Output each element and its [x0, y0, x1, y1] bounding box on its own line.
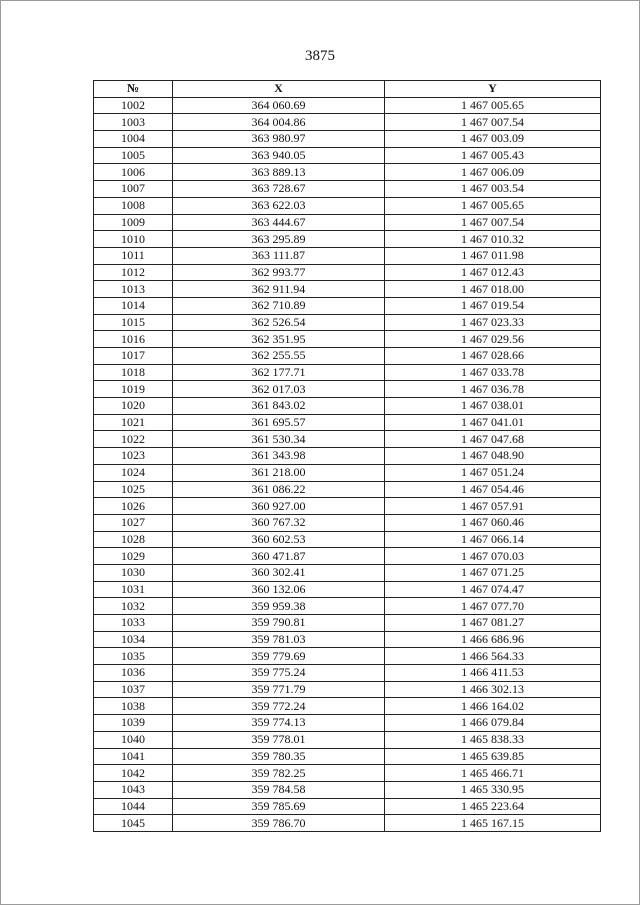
- table-header-row: [94, 81, 601, 98]
- y-coordinate-cell: 1 467 010.32: [385, 231, 601, 248]
- y-coordinate-cell: 1 467 047.68: [385, 431, 601, 448]
- x-coordinate-cell: 361 343.98: [173, 448, 385, 465]
- x-coordinate-cell: 359 774.13: [173, 715, 385, 732]
- table-row: [94, 581, 601, 598]
- point-number-cell: 1004: [94, 131, 173, 148]
- point-number-cell: 1043: [94, 781, 173, 798]
- y-coordinate-cell: 1 467 033.78: [385, 364, 601, 381]
- y-coordinate-cell: 1 466 302.13: [385, 681, 601, 698]
- table-row: [94, 715, 601, 732]
- point-number-cell: 1030: [94, 564, 173, 581]
- point-number-cell: 1037: [94, 681, 173, 698]
- x-coordinate-cell: 361 843.02: [173, 398, 385, 415]
- y-coordinate-cell: 1 466 564.33: [385, 648, 601, 665]
- y-coordinate-cell: 1 467 060.46: [385, 514, 601, 531]
- point-number-cell: 1013: [94, 281, 173, 298]
- point-number-cell: 1014: [94, 297, 173, 314]
- table-row: [94, 564, 601, 581]
- point-number-cell: 1010: [94, 231, 173, 248]
- point-number-cell: 1031: [94, 581, 173, 598]
- x-coordinate-cell: 363 444.67: [173, 214, 385, 231]
- table-row: [94, 131, 601, 148]
- x-coordinate-cell: 362 177.71: [173, 364, 385, 381]
- table-row: [94, 381, 601, 398]
- y-coordinate-cell: 1 467 005.43: [385, 147, 601, 164]
- y-coordinate-cell: 1 467 071.25: [385, 564, 601, 581]
- table-row: [94, 531, 601, 548]
- point-number-cell: 1035: [94, 648, 173, 665]
- table-row: [94, 398, 601, 415]
- y-coordinate-cell: 1 465 466.71: [385, 765, 601, 782]
- y-coordinate-cell: 1 467 023.33: [385, 314, 601, 331]
- point-number-cell: 1019: [94, 381, 173, 398]
- table-row: [94, 514, 601, 531]
- y-coordinate-cell: 1 465 639.85: [385, 748, 601, 765]
- table-row: [94, 464, 601, 481]
- x-coordinate-cell: 363 622.03: [173, 197, 385, 214]
- y-coordinate-cell: 1 467 048.90: [385, 448, 601, 465]
- y-coordinate-cell: 1 467 019.54: [385, 297, 601, 314]
- y-coordinate-cell: 1 467 077.70: [385, 598, 601, 615]
- y-coordinate-cell: 1 467 051.24: [385, 464, 601, 481]
- y-coordinate-cell: 1 466 686.96: [385, 631, 601, 648]
- x-coordinate-cell: 362 255.55: [173, 348, 385, 365]
- point-number-cell: 1012: [94, 264, 173, 281]
- page-number: 3875: [305, 48, 335, 64]
- x-coordinate-cell: 359 780.35: [173, 748, 385, 765]
- point-number-cell: 1006: [94, 164, 173, 181]
- x-coordinate-cell: 363 111.87: [173, 247, 385, 264]
- y-coordinate-cell: 1 467 066.14: [385, 531, 601, 548]
- y-coordinate-cell: 1 467 018.00: [385, 281, 601, 298]
- x-coordinate-cell: 362 351.95: [173, 331, 385, 348]
- y-coordinate-cell: 1 467 011.98: [385, 247, 601, 264]
- y-coordinate-cell: 1 467 074.47: [385, 581, 601, 598]
- y-coordinate-cell: 1 467 041.01: [385, 414, 601, 431]
- x-coordinate-cell: 359 778.01: [173, 731, 385, 748]
- table-row: [94, 815, 601, 832]
- y-coordinate-cell: 1 466 411.53: [385, 665, 601, 682]
- x-coordinate-cell: 359 779.69: [173, 648, 385, 665]
- x-coordinate-cell: 360 602.53: [173, 531, 385, 548]
- y-coordinate-cell: 1 467 038.01: [385, 398, 601, 415]
- y-coordinate-cell: 1 467 012.43: [385, 264, 601, 281]
- x-coordinate-cell: 359 785.69: [173, 798, 385, 815]
- table-row: [94, 147, 601, 164]
- table-row: [94, 765, 601, 782]
- point-number-cell: 1039: [94, 715, 173, 732]
- y-coordinate-cell: 1 467 003.09: [385, 131, 601, 148]
- point-number-cell: 1015: [94, 314, 173, 331]
- point-number-cell: 1034: [94, 631, 173, 648]
- table-row: [94, 331, 601, 348]
- coordinates-table: [93, 80, 601, 832]
- point-number-cell: 1042: [94, 765, 173, 782]
- y-coordinate-cell: 1 467 057.91: [385, 498, 601, 515]
- header-number: №: [94, 81, 173, 98]
- y-coordinate-cell: 1 466 164.02: [385, 698, 601, 715]
- table-row: [94, 781, 601, 798]
- table-row: [94, 448, 601, 465]
- point-number-cell: 1036: [94, 665, 173, 682]
- table-row: [94, 247, 601, 264]
- x-coordinate-cell: 364 004.86: [173, 114, 385, 131]
- x-coordinate-cell: 363 295.89: [173, 231, 385, 248]
- point-number-cell: 1045: [94, 815, 173, 832]
- x-coordinate-cell: 359 781.03: [173, 631, 385, 648]
- x-coordinate-cell: 360 302.41: [173, 564, 385, 581]
- point-number-cell: 1033: [94, 615, 173, 632]
- table-row: [94, 414, 601, 431]
- table-row: [94, 548, 601, 565]
- x-coordinate-cell: 359 959.38: [173, 598, 385, 615]
- y-coordinate-cell: 1 467 028.66: [385, 348, 601, 365]
- x-coordinate-cell: 363 940.05: [173, 147, 385, 164]
- x-coordinate-cell: 359 772.24: [173, 698, 385, 715]
- table-row: [94, 481, 601, 498]
- table-row: [94, 615, 601, 632]
- point-number-cell: 1020: [94, 398, 173, 415]
- table-row: [94, 97, 601, 114]
- point-number-cell: 1022: [94, 431, 173, 448]
- y-coordinate-cell: 1 467 029.56: [385, 331, 601, 348]
- x-coordinate-cell: 362 993.77: [173, 264, 385, 281]
- table-row: [94, 631, 601, 648]
- table-row: [94, 197, 601, 214]
- point-number-cell: 1026: [94, 498, 173, 515]
- point-number-cell: 1016: [94, 331, 173, 348]
- x-coordinate-cell: 359 782.25: [173, 765, 385, 782]
- table-body: [94, 97, 601, 831]
- y-coordinate-cell: 1 467 005.65: [385, 197, 601, 214]
- point-number-cell: 1038: [94, 698, 173, 715]
- table-row: [94, 798, 601, 815]
- table-row: [94, 431, 601, 448]
- x-coordinate-cell: 359 771.79: [173, 681, 385, 698]
- y-coordinate-cell: 1 467 081.27: [385, 615, 601, 632]
- y-coordinate-cell: 1 465 167.15: [385, 815, 601, 832]
- point-number-cell: 1007: [94, 181, 173, 198]
- x-coordinate-cell: 361 695.57: [173, 414, 385, 431]
- table-row: [94, 214, 601, 231]
- table-row: [94, 297, 601, 314]
- table-row: [94, 114, 601, 131]
- point-number-cell: 1011: [94, 247, 173, 264]
- y-coordinate-cell: 1 465 330.95: [385, 781, 601, 798]
- y-coordinate-cell: 1 467 005.65: [385, 97, 601, 114]
- y-coordinate-cell: 1 467 007.54: [385, 214, 601, 231]
- point-number-cell: 1041: [94, 748, 173, 765]
- x-coordinate-cell: 359 786.70: [173, 815, 385, 832]
- header-y: Y: [385, 81, 601, 98]
- x-coordinate-cell: 359 775.24: [173, 665, 385, 682]
- table-row: [94, 231, 601, 248]
- x-coordinate-cell: 363 980.97: [173, 131, 385, 148]
- table-row: [94, 364, 601, 381]
- table-row: [94, 665, 601, 682]
- y-coordinate-cell: 1 467 007.54: [385, 114, 601, 131]
- table-row: [94, 264, 601, 281]
- table-row: [94, 698, 601, 715]
- y-coordinate-cell: 1 467 036.78: [385, 381, 601, 398]
- table-row: [94, 498, 601, 515]
- x-coordinate-cell: 362 526.54: [173, 314, 385, 331]
- point-number-cell: 1040: [94, 731, 173, 748]
- y-coordinate-cell: 1 467 070.03: [385, 548, 601, 565]
- x-coordinate-cell: 361 218.00: [173, 464, 385, 481]
- x-coordinate-cell: 363 889.13: [173, 164, 385, 181]
- table-row: [94, 598, 601, 615]
- y-coordinate-cell: 1 467 006.09: [385, 164, 601, 181]
- point-number-cell: 1029: [94, 548, 173, 565]
- x-coordinate-cell: 362 911.94: [173, 281, 385, 298]
- x-coordinate-cell: 359 790.81: [173, 615, 385, 632]
- table-row: [94, 681, 601, 698]
- x-coordinate-cell: 360 132.06: [173, 581, 385, 598]
- point-number-cell: 1032: [94, 598, 173, 615]
- point-number-cell: 1021: [94, 414, 173, 431]
- y-coordinate-cell: 1 465 838.33: [385, 731, 601, 748]
- table-row: [94, 648, 601, 665]
- point-number-cell: 1028: [94, 531, 173, 548]
- x-coordinate-cell: 361 530.34: [173, 431, 385, 448]
- y-coordinate-cell: 1 465 223.64: [385, 798, 601, 815]
- point-number-cell: 1017: [94, 348, 173, 365]
- x-coordinate-cell: 364 060.69: [173, 97, 385, 114]
- x-coordinate-cell: 362 710.89: [173, 297, 385, 314]
- x-coordinate-cell: 361 086.22: [173, 481, 385, 498]
- table-row: [94, 314, 601, 331]
- point-number-cell: 1023: [94, 448, 173, 465]
- point-number-cell: 1002: [94, 97, 173, 114]
- point-number-cell: 1003: [94, 114, 173, 131]
- point-number-cell: 1009: [94, 214, 173, 231]
- x-coordinate-cell: 362 017.03: [173, 381, 385, 398]
- x-coordinate-cell: 360 927.00: [173, 498, 385, 515]
- point-number-cell: 1027: [94, 514, 173, 531]
- y-coordinate-cell: 1 467 003.54: [385, 181, 601, 198]
- point-number-cell: 1005: [94, 147, 173, 164]
- point-number-cell: 1008: [94, 197, 173, 214]
- header-x: X: [173, 81, 385, 98]
- y-coordinate-cell: 1 466 079.84: [385, 715, 601, 732]
- point-number-cell: 1018: [94, 364, 173, 381]
- point-number-cell: 1025: [94, 481, 173, 498]
- table-row: [94, 731, 601, 748]
- x-coordinate-cell: 363 728.67: [173, 181, 385, 198]
- table-row: [94, 281, 601, 298]
- x-coordinate-cell: 359 784.58: [173, 781, 385, 798]
- y-coordinate-cell: 1 467 054.46: [385, 481, 601, 498]
- table-row: [94, 348, 601, 365]
- x-coordinate-cell: 360 471.87: [173, 548, 385, 565]
- table-row: [94, 181, 601, 198]
- table-row: [94, 164, 601, 181]
- x-coordinate-cell: 360 767.32: [173, 514, 385, 531]
- point-number-cell: 1024: [94, 464, 173, 481]
- point-number-cell: 1044: [94, 798, 173, 815]
- table-row: [94, 748, 601, 765]
